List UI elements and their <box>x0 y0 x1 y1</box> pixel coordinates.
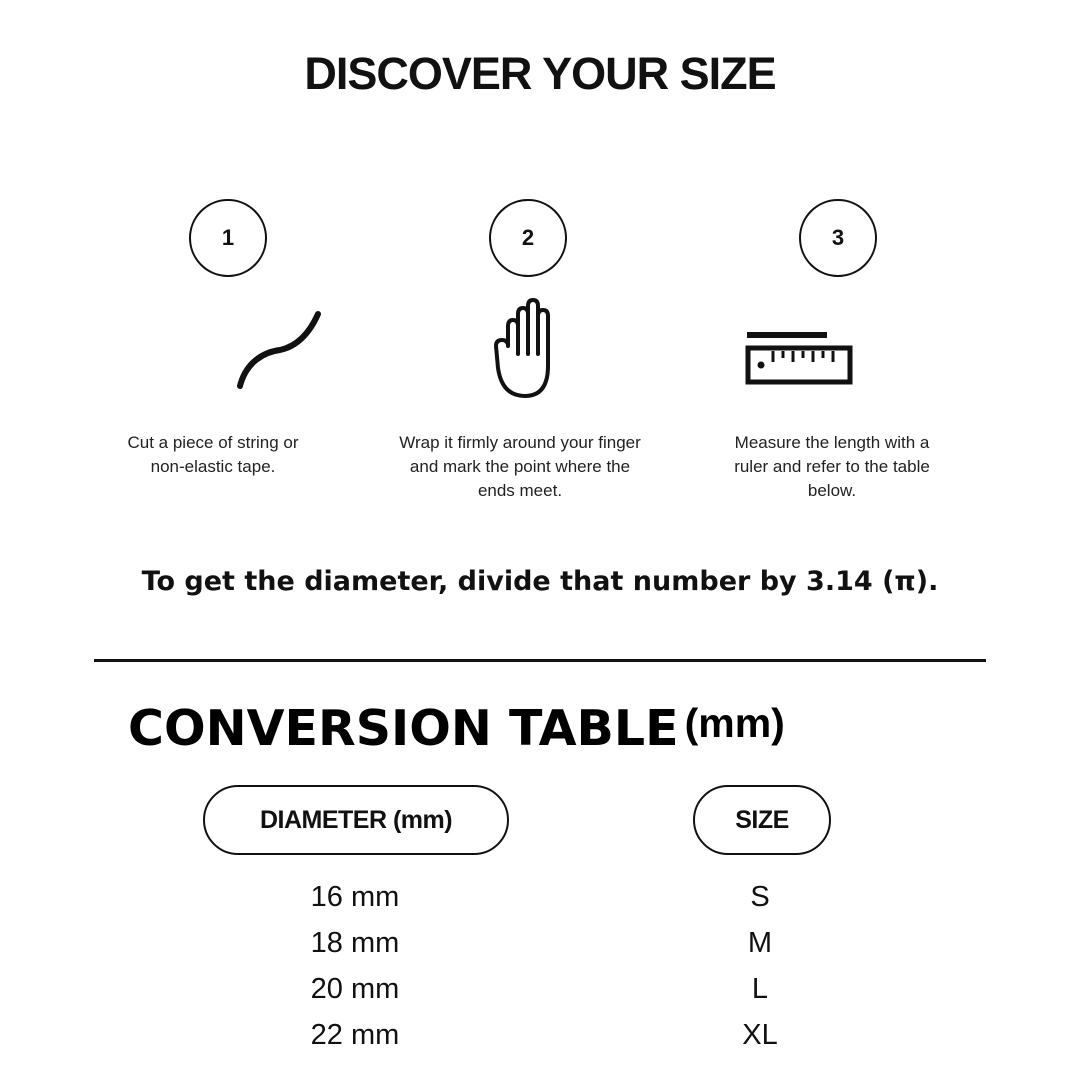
hand-icon <box>490 296 566 404</box>
step-3-text: Measure the length with a ruler and refer to the table below. <box>734 433 930 500</box>
diameter-column <box>255 874 455 1058</box>
conversion-title-unit: (mm) <box>684 700 785 746</box>
diameter-header: DIAMETER (mm) <box>203 785 509 855</box>
page-title: DISCOVER YOUR SIZE <box>304 48 776 99</box>
divider <box>94 659 986 662</box>
step-2-text: Wrap it firmly around your finger and mark the point where the ends meet. <box>399 433 641 500</box>
ruler-icon <box>745 330 853 386</box>
diameter-note: To get the diameter, divide that number by 3.14 (π). <box>141 566 939 597</box>
step-1-number: 1 <box>189 199 267 277</box>
size-header: SIZE <box>693 785 831 855</box>
diameter-cell: 22 mm <box>310 1019 400 1051</box>
size-cell: L <box>751 973 769 1005</box>
step-2-number: 2 <box>489 199 567 277</box>
size-cell: XL <box>742 1019 778 1051</box>
size-column <box>710 874 810 1058</box>
string-icon <box>228 304 328 396</box>
diameter-cell: 18 mm <box>310 927 400 959</box>
diameter-cell: 20 mm <box>310 973 400 1005</box>
conversion-table-title <box>128 700 785 757</box>
step-1-text: Cut a piece of string or non-elastic tape. <box>127 433 299 476</box>
diameter-cell: 16 mm <box>310 881 400 913</box>
size-cell: M <box>747 927 773 959</box>
step-3-number: 3 <box>799 199 877 277</box>
conversion-title-text: CONVERSION TABLE <box>128 700 679 757</box>
size-cell: S <box>750 881 770 913</box>
